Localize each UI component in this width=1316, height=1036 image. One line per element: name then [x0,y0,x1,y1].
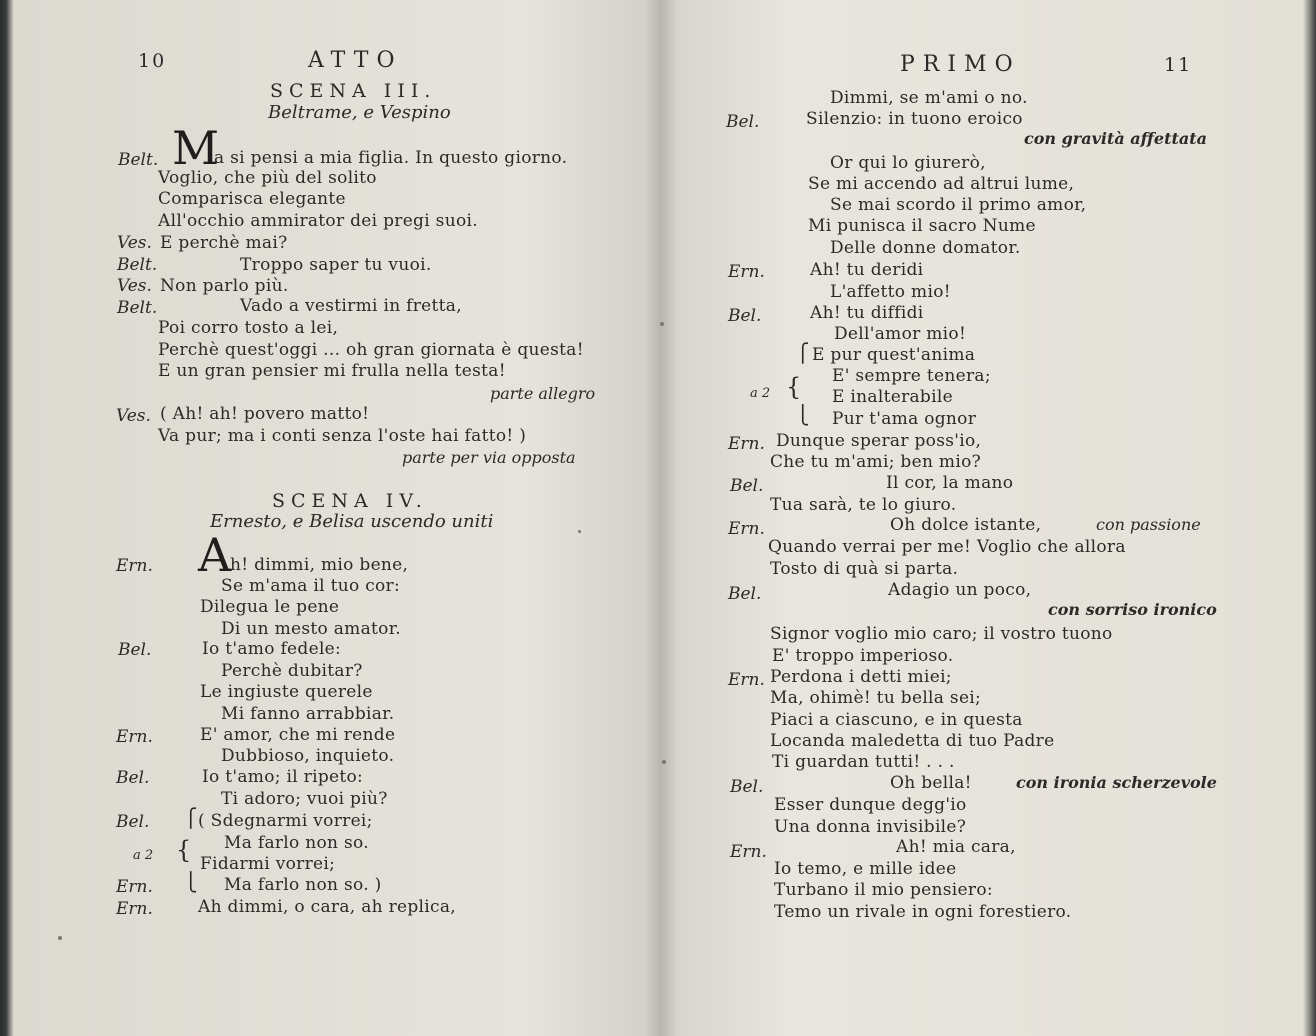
verse-line: Non parlo più. [160,276,289,296]
speaker: Ves. [117,276,152,296]
speaker: Ern. [116,877,153,897]
verse-line: Che tu m'ami; ben mio? [770,452,982,472]
running-head: PRIMO [900,52,1021,77]
speaker: Bel. [730,476,764,496]
verse-line: All'occhio ammirator dei pregi suoi. [158,211,478,231]
verse-line: Io t'amo fedele: [202,639,342,659]
verse-line: Ah! tu diffidi [810,303,924,323]
verse-line: Oh dolce istante, [890,515,1042,535]
verse-line: Io temo, e mille idee [774,859,957,879]
verse-line: L'affetto mio! [830,282,951,302]
verse-line: E' sempre tenera; [832,366,991,386]
verse-line: Locanda maledetta di tuo Padre [770,731,1055,751]
verse-line: Se mi accendo ad altrui lume, [808,174,1075,194]
stage-direction: con ironia scherzevole [1016,773,1217,792]
verse-line: Adagio un poco, [888,580,1032,600]
verse-line: Pur t'ama ognor [832,409,977,429]
speaker: Ern. [728,670,765,690]
brace-bottom-icon: ⎩ [184,872,198,893]
brace-top-icon: ⎧ [796,343,810,364]
verse-line: Dell'amor mio! [834,324,967,344]
verse-line: Fidarmi vorrei; [200,854,336,874]
verse-line: E' amor, che mi rende [200,725,396,745]
verse-line: Ti guardan tutti! . . . [772,752,955,772]
verse-line: Signor voglio mio caro; il vostro tuono [770,624,1113,644]
verse-line: E inalterabile [832,387,953,407]
speaker: Belt. [117,298,158,318]
verse-line: Dubbioso, inquieto. [221,746,395,766]
verse-line: Esser dunque degg'io [774,795,967,815]
verse-line: E' troppo imperioso. [772,646,954,666]
stage-direction: con passione [1096,515,1201,534]
verse-line: Turbano il mio pensiero: [774,880,993,900]
speaker: Bel. [116,768,150,788]
speaker: Bel. [116,812,150,832]
speaker: Ves. [117,233,152,253]
paper-spot [660,322,664,326]
verse-line: Dilegua le pene [200,597,340,617]
paper-spot [662,760,666,764]
verse-line: Tosto di quà si parta. [770,559,959,579]
verse-line: Comparisca elegante [158,189,346,209]
verse-line: Temo un rivale in ogni forestiero. [774,902,1072,922]
speaker: Bel. [726,112,760,132]
verse-line: Ah! tu deridi [810,260,924,280]
verse-line: Delle donne domator. [830,238,1021,258]
scene-characters: Beltrame, e Vespino [268,102,451,123]
speaker: Belt. [118,150,159,170]
verse-line: Poi corro tosto a lei, [158,318,339,338]
verse-line: Silenzio: in tuono eroico [806,109,1023,129]
verse-line: E un gran pensier mi frulla nella testa! [158,361,506,381]
verse-line: Oh bella! [890,773,972,793]
verse-line: Tua sarà, te lo giuro. [770,495,957,515]
verse-line: Se mai scordo il primo amor, [830,195,1087,215]
verse-line: Ah dimmi, o cara, ah replica, [198,897,456,917]
verse-line: Voglio, che più del solito [158,168,377,188]
verse-line: Dimmi, se m'ami o no. [830,88,1028,108]
verse-line: Ma farlo non so. ) [224,875,382,895]
speaker: Ern. [116,556,153,576]
verse-line: h! dimmi, mio bene, [230,555,409,575]
verse-line: Or qui lo giurerò, [830,153,986,173]
verse-line: Mi fanno arrabbiar. [221,704,395,724]
paper-spot [578,530,581,533]
verse-line: Io t'amo; il ripeto: [202,767,364,787]
verse-line: Troppo saper tu vuoi. [240,255,432,275]
verse-line: Perdona i detti miei; [770,667,952,687]
verse-line: Perchè dubitar? [221,661,363,681]
brace-middle-icon: { [786,373,802,401]
drop-cap: A [198,528,232,582]
scene-title: SCENA III. [270,80,437,102]
drop-cap: M [172,121,220,175]
verse-line: Dunque sperar poss'io, [776,431,982,451]
verse-line: Il cor, la mano [886,473,1014,493]
verse-line: E perchè mai? [160,233,288,253]
speaker: Ern. [730,842,767,862]
speaker: Bel. [728,306,762,326]
verse-line: Una donna invisibile? [774,817,967,837]
verse-line: Di un mesto amator. [221,619,401,639]
stage-direction: parte per via opposta [402,448,576,467]
scene-characters: Ernesto, e Belisa uscendo uniti [210,511,494,532]
verse-line: Quando verrai per me! Voglio che allora [768,537,1126,557]
verse-line: Ma, ohimè! tu bella sei; [770,688,982,708]
stage-direction: con sorriso ironico [1048,600,1217,619]
verse-line: Perchè quest'oggi ... oh gran giornata è questa! [158,340,584,360]
speaker: Ern. [116,899,153,919]
speaker: Bel. [728,584,762,604]
stage-direction: parte allegro [490,384,596,403]
stage-direction: con gravità affettata [1024,129,1207,148]
speaker: Ern. [728,434,765,454]
duet-marker: a 2 [750,386,771,401]
verse-line: Ma farlo non so. [224,833,369,853]
verse-line: Ah! mia cara, [896,837,1016,857]
verse-line: Le ingiuste querele [200,682,373,702]
speaker: Bel. [730,777,764,797]
brace-middle-icon: { [176,836,192,864]
verse-line: Vado a vestirmi in fretta, [240,296,462,316]
verse-line: Se m'ama il tuo cor: [221,576,401,596]
running-head: ATTO [308,48,403,73]
verse-line: Va pur; ma i conti senza l'oste hai fatto! ) [158,426,527,446]
brace-top-icon: ⎧ [184,808,198,829]
verse-line: ( Sdegnarmi vorrei; [198,811,373,831]
speaker: Ern. [728,262,765,282]
verse-line: Ti adoro; vuoi più? [221,789,388,809]
verse-line: a si pensi a mia figlia. In questo giorno. [214,148,568,168]
speaker: Ern. [728,519,765,539]
scene-title: SCENA IV. [272,490,428,512]
speaker: Belt. [117,255,158,275]
right-page [660,0,1316,1036]
paper-spot [58,936,62,940]
page-number: 10 [138,50,167,72]
verse-line: Mi punisca il sacro Nume [808,216,1036,236]
speaker: Ern. [116,727,153,747]
brace-bottom-icon: ⎩ [796,405,810,426]
verse-line: ( Ah! ah! povero matto! [160,404,370,424]
duet-marker: a 2 [133,848,154,863]
verse-line: Piaci a ciascuno, e in questa [770,710,1023,730]
verse-line: E pur quest'anima [812,345,976,365]
speaker: Bel. [118,640,152,660]
page-number: 11 [1164,54,1193,76]
speaker: Ves. [116,406,151,426]
